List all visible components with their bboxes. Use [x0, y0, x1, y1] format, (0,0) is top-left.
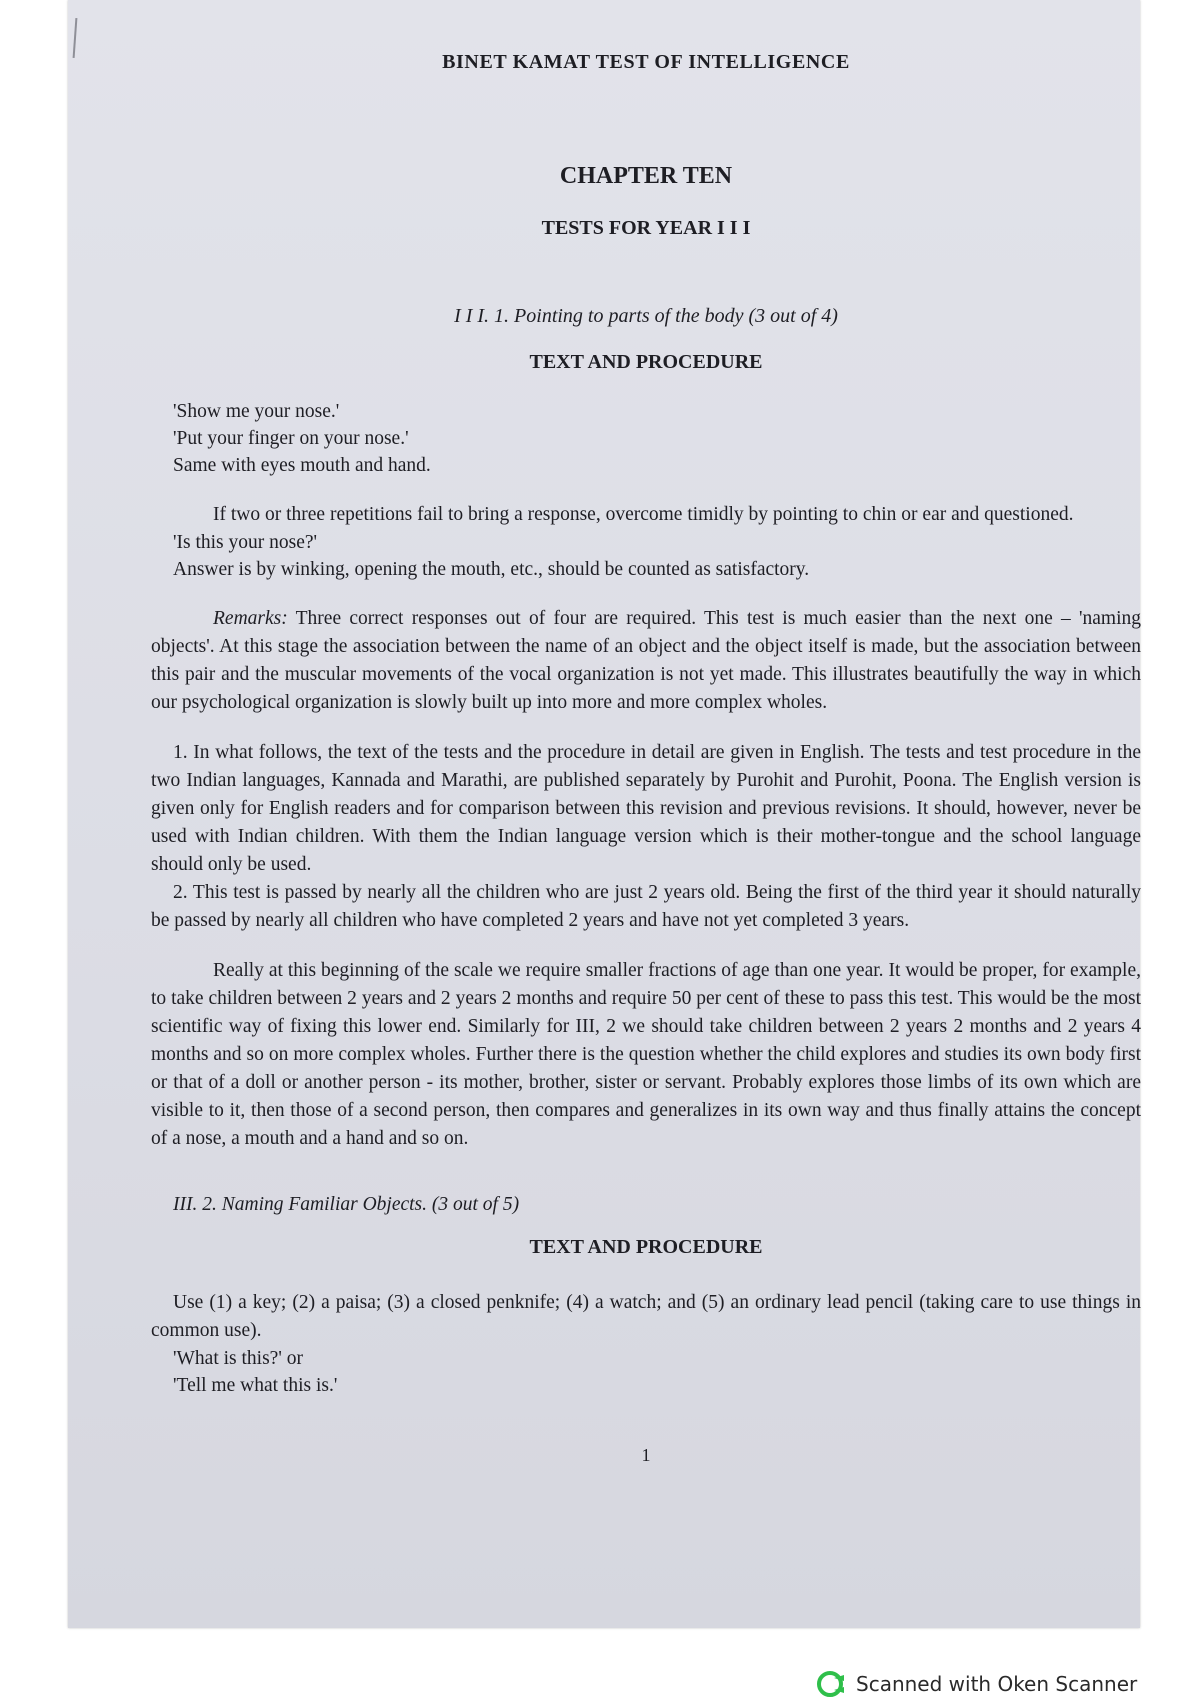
instruction-line: Same with eyes mouth and hand. [173, 455, 431, 476]
instruction-line: 'Put your finger on your nose.' [173, 428, 409, 449]
test-2-section-heading: TEXT AND PROCEDURE [529, 1236, 763, 1258]
footnote-2: 2. This test is passed by nearly all the children who are just 2 years old. Being the first of the third year it should naturally be passed by nearly all children who have completed 2 years and have not yet completed 3 years. [151, 882, 1141, 931]
test-1-title: I I I. 1. Pointing to parts of the body (3 out of 4) [454, 305, 838, 327]
page-content [151, 48, 1141, 1487]
materials-paragraph: Use (1) a key; (2) a paisa; (3) a closed penknife; (4) a watch; and (5) an ordinary lead pencil (taking care to use things in common use). [151, 1292, 1141, 1341]
scanned-page [68, 0, 1140, 1628]
running-head: BINET KAMAT TEST OF INTELLIGENCE [442, 51, 850, 73]
scanner-watermark-text: Scanned with Oken Scanner [856, 1672, 1138, 1696]
repetition-paragraph: If two or three repetitions fail to bring a response, overcome timidly by pointing to chin or ear and questioned. [213, 504, 1074, 525]
instruction-line: 'Show me your nose.' [173, 401, 340, 422]
chapter-subheading: TESTS FOR YEAR I I I [541, 217, 751, 239]
scanner-watermark [816, 1668, 1137, 1700]
page-number: 1 [641, 1445, 651, 1465]
remarks-paragraph [151, 605, 1141, 717]
answer-note: Answer is by winking, opening the mouth, etc., should be counted as satisfactory. [173, 559, 810, 580]
test-2-title: III. 2. Naming Familiar Objects. (3 out of 5) [173, 1194, 520, 1215]
question-line: 'Is this your nose?' [173, 532, 318, 553]
prompt-line: 'What is this?' or [173, 1348, 303, 1369]
page-edge-mark [73, 18, 78, 58]
chapter-title: CHAPTER TEN [559, 163, 733, 189]
scale-paragraph: Really at this beginning of the scale we require smaller fractions of age than one year. It would be proper, for example, to take children between 2 years and 2 years 2 months and require 50 per cent of these to pass this test. This would be the most scientific way of fixing this lower end. Similarly for III, 2 we should take children between 2 years 2 months and 2 years 4 months and so on more complex wholes. Further there is the question whether the child explores and studies its own body first or that of a doll or another person - its mother, brother, sister or servant. Probably explores those limbs of its own which are visible to it, then those of a second person, then compares and generalizes in its own way and thus finally attains the concept of a nose, a mouth and a hand and so on. [151, 960, 1141, 1149]
remarks-text: Three correct responses out of four are required. This test is much easier than the next one – 'naming objects'. At this stage the association between the name of an object and the object itself is made, but the association between this pair and the muscular movements of the vocal organization is not yet made. This illustrates beautifully the way in which our psychological organization is slowly built up into more and more complex wholes. [151, 608, 1141, 713]
test-1-instructions [151, 398, 1141, 479]
oken-scanner-logo-icon [816, 1669, 846, 1699]
test-1-section-heading: TEXT AND PROCEDURE [529, 351, 763, 373]
footnote-1: 1. In what follows, the text of the tests and the procedure in detail are given in English. The tests and test procedure in the two Indian languages, Kannada and Marathi, are published separately by Purohit and Purohit, Poona. The English version is given only for English readers and for comparison between this revision and previous revisions. It should, however, never be used with Indian children. With them the Indian language version which is their mother-tongue and the school language should only be used. [151, 742, 1141, 875]
remarks-label: Remarks: [213, 608, 288, 629]
prompt-line: 'Tell me what this is.' [173, 1375, 338, 1396]
